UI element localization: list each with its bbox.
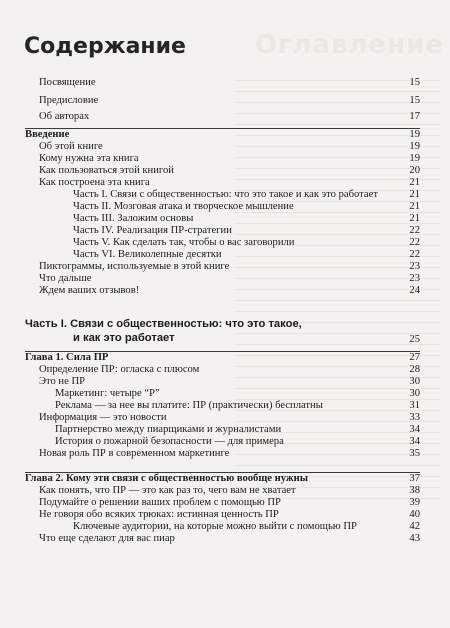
toc-entry-page: 28: [409, 364, 420, 375]
mirrored-page-title: Оглавление: [254, 30, 444, 60]
toc-entry-label: Как пользоваться этой книгой: [39, 165, 174, 176]
toc-entry-label: Часть III. Заложим основы: [73, 213, 194, 224]
toc-entry-label: Ключевые аудитории, на которые можно выйти с помощью ПР: [73, 521, 357, 532]
toc-chapter-heading[interactable]: [25, 351, 420, 364]
toc-entry[interactable]: [25, 225, 420, 237]
toc-entry-page: 40: [409, 509, 420, 520]
toc-entry-page: 37: [409, 473, 420, 484]
page-title: Содержание: [24, 34, 186, 59]
toc-entry-label: Часть II. Мозговая атака и творческое мышление: [73, 201, 294, 212]
toc-entry-label: Как понять, что ПР — это как раз то, чего вам не хватает: [39, 485, 296, 496]
toc-entry-page: 34: [409, 424, 420, 435]
toc-entry-label: Предисловие: [39, 95, 99, 106]
toc-entry-label: Как построена эта книга: [39, 177, 150, 188]
toc-entry-label: Партнерство между пиарщиками и журналистами: [55, 424, 282, 435]
toc-entry-page: 23: [409, 261, 420, 272]
toc-entry-label: Не говоря обо всяких трюках: истинная ценность ПР: [39, 509, 279, 520]
toc-entry-label: Что еще сделают для вас пиар: [39, 533, 175, 544]
table-of-contents: [25, 77, 420, 545]
toc-entry-label: История о пожарной безопасности — для примера: [55, 436, 284, 447]
toc-entry[interactable]: [25, 533, 420, 545]
toc-entry[interactable]: [25, 141, 420, 153]
toc-entry[interactable]: [25, 249, 420, 261]
toc-entry[interactable]: [25, 412, 420, 424]
toc-entry[interactable]: [25, 201, 420, 213]
toc-entry-label: Маркетинг: четыре “Р”: [55, 388, 160, 399]
toc-entry-label: Ждем ваших отзывов!: [39, 285, 140, 296]
toc-entry-page: 30: [409, 376, 420, 387]
toc-entry-page: 15: [409, 77, 420, 88]
part-title-line2: и как это работает: [73, 332, 175, 344]
toc-entry-page: 27: [409, 352, 420, 363]
toc-entry[interactable]: [25, 364, 420, 376]
toc-entry-page: 42: [409, 521, 420, 532]
toc-entry-label: Это не ПР: [39, 376, 85, 387]
toc-entry-page: 17: [409, 111, 420, 122]
toc-entry[interactable]: [25, 177, 420, 189]
toc-entry[interactable]: [25, 448, 420, 460]
toc-entry[interactable]: [25, 436, 420, 448]
toc-entry-page: 43: [409, 533, 420, 544]
part-title-line1: Часть I. Связи с общественностью: что это такое,: [25, 318, 302, 330]
toc-entry-label: Об этой книге: [39, 141, 103, 152]
toc-entry[interactable]: [25, 261, 420, 273]
toc-entry[interactable]: [25, 388, 420, 400]
toc-entry[interactable]: [25, 376, 420, 388]
toc-entry-page: 19: [409, 141, 420, 152]
toc-entry[interactable]: [25, 77, 420, 89]
toc-entry-page: 21: [409, 189, 420, 200]
toc-entry-page: 23: [409, 273, 420, 284]
toc-heading-label: Введение: [25, 129, 70, 140]
toc-entry-label: Посвящение: [39, 77, 96, 88]
toc-entry-page: 21: [409, 177, 420, 188]
toc-entry-label: Часть V. Как сделать так, чтобы о вас заговорили: [73, 237, 295, 248]
toc-entry[interactable]: [25, 485, 420, 497]
toc-entry-page: 22: [409, 225, 420, 236]
toc-entry[interactable]: [25, 95, 420, 107]
toc-entry-page: 20: [409, 165, 420, 176]
toc-entry[interactable]: [25, 285, 420, 297]
toc-entry-label: Что дальше: [39, 273, 92, 284]
toc-entry-label: Об авторах: [39, 111, 90, 122]
toc-entry-page: 31: [409, 400, 420, 411]
toc-entry-page: 25: [409, 334, 420, 345]
toc-entry-page: 21: [409, 201, 420, 212]
toc-entry-page: 19: [409, 153, 420, 164]
toc-entry[interactable]: [25, 165, 420, 177]
toc-entry[interactable]: [25, 189, 420, 201]
toc-entry[interactable]: [25, 424, 420, 436]
toc-entry-label: Часть VI. Великолепные десятки: [73, 249, 222, 260]
toc-entry-page: 39: [409, 497, 420, 508]
toc-heading-label: Глава 1. Сила ПР: [25, 352, 109, 363]
toc-entry-label: Часть IV. Реализация ПР-стратегии: [73, 225, 232, 236]
toc-entry-label: Новая роль ПР в современном маркетинге: [39, 448, 230, 459]
toc-entry-label: Пиктограммы, используемые в этой книге: [39, 261, 230, 272]
toc-entry-page: 30: [409, 388, 420, 399]
toc-entry-label: Информация — это новости: [39, 412, 167, 423]
toc-entry-label: Часть I. Связи с общественностью: что это такое и как это работает: [73, 189, 378, 200]
toc-entry[interactable]: [25, 111, 420, 123]
toc-entry-page: 21: [409, 213, 420, 224]
toc-entry[interactable]: [25, 273, 420, 285]
toc-entry[interactable]: [25, 497, 420, 509]
toc-entry-page: 19: [409, 129, 420, 140]
toc-entry-page: 15: [409, 95, 420, 106]
toc-part-heading[interactable]: [25, 317, 420, 347]
toc-section-heading[interactable]: [25, 128, 420, 141]
toc-entry-page: 35: [409, 448, 420, 459]
toc-entry[interactable]: [25, 213, 420, 225]
toc-entry-label: Определение ПР: оглаcка с плюсом: [39, 364, 200, 375]
toc-entry-page: 34: [409, 436, 420, 447]
toc-entry-page: 22: [409, 249, 420, 260]
toc-entry[interactable]: [25, 400, 420, 412]
toc-entry-page: 22: [409, 237, 420, 248]
toc-entry-label: Реклама — за нее вы платите: ПР (практически) бесплатны: [55, 400, 323, 411]
toc-entry-label: Подумайте о решении ваших проблем с помощью ПР: [39, 497, 281, 508]
toc-entry-page: 38: [409, 485, 420, 496]
toc-heading-label: Глава 2. Кому эти связи с общественностью вообще нужны: [25, 473, 308, 484]
toc-entry[interactable]: [25, 237, 420, 249]
toc-entry-label: Кому нужна эта книга: [39, 153, 139, 164]
toc-entry[interactable]: [25, 521, 420, 533]
toc-entry[interactable]: [25, 509, 420, 521]
toc-entry-page: 24: [409, 285, 420, 296]
toc-entry-page: 33: [409, 412, 420, 423]
toc-chapter-heading[interactable]: [25, 472, 420, 485]
toc-entry[interactable]: [25, 153, 420, 165]
